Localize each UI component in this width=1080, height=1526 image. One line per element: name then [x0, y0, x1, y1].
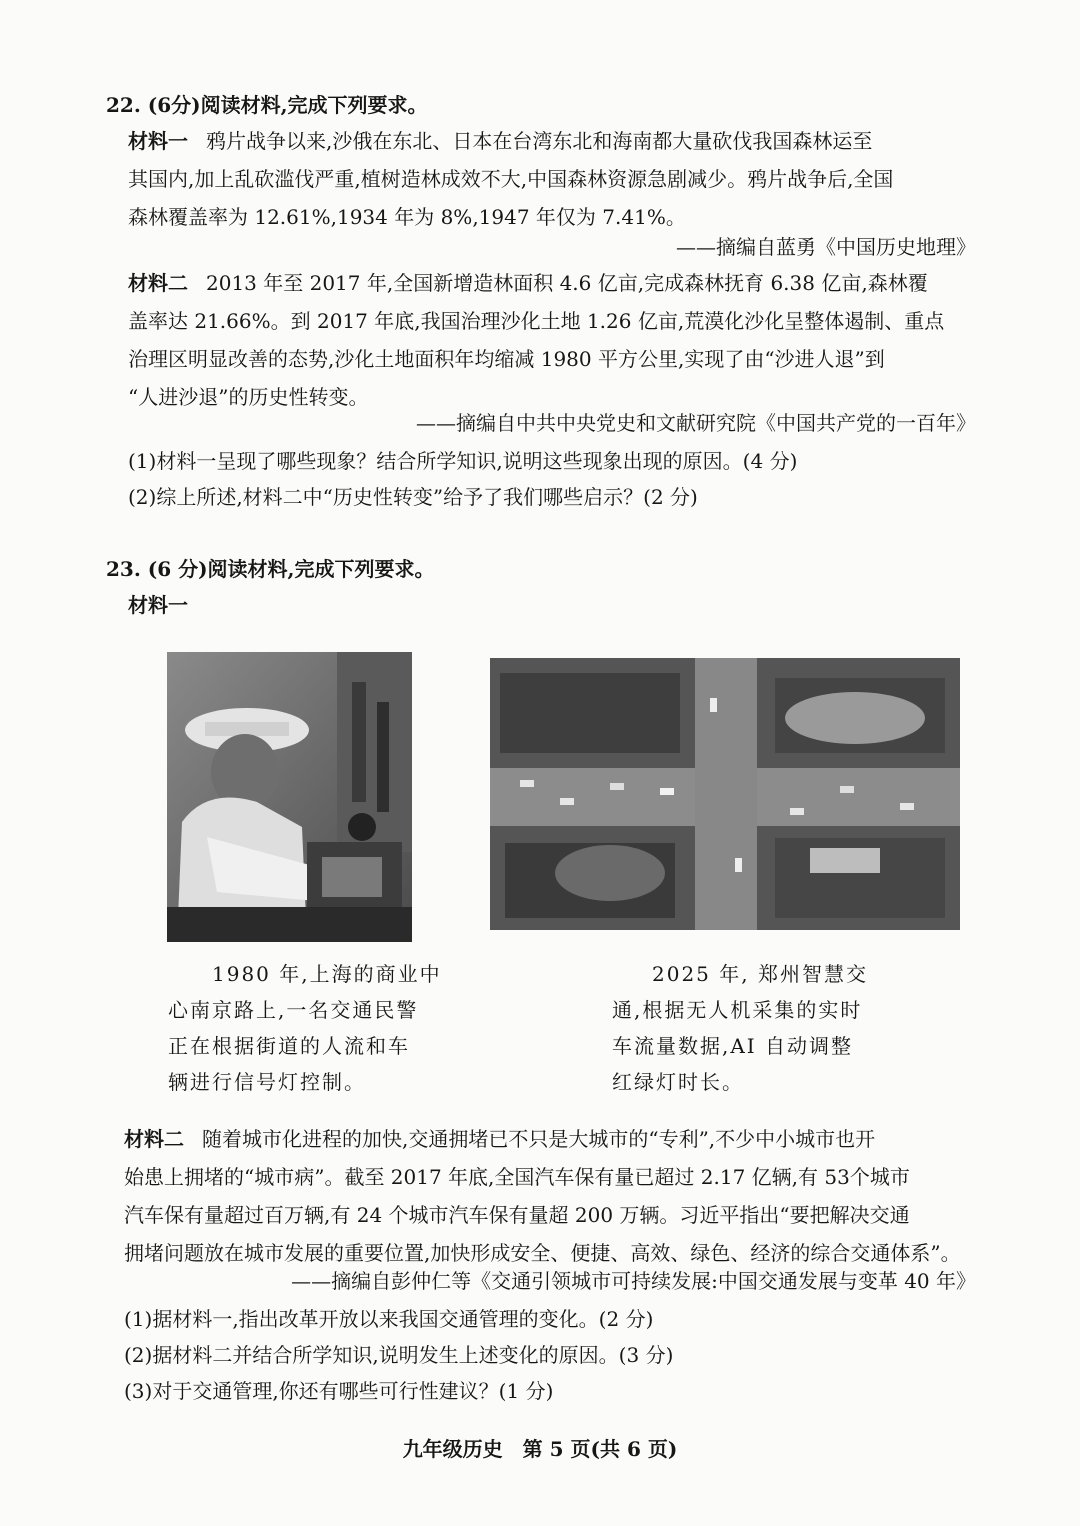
q22-m2-line: 2013 年至 2017 年,全国新增造林面积 4.6 亿亩,完成森林抚育 6.38 亿亩,森林覆 [206, 271, 928, 295]
q22-material-1 [128, 122, 980, 236]
q23-m2-line: 汽车保有量超过百万辆,有 24 个城市汽车保有量超 200 万辆。习近平指出“要把解决交通 [124, 1203, 910, 1227]
q22-m1-source: ——摘编自蓝勇《中国历史地理》 [676, 235, 976, 259]
q22-header: 22. (6分)阅读材料,完成下列要求。 [106, 93, 428, 117]
q23-m1-label: 材料一 [128, 593, 188, 617]
photo-2025-aerial-intersection [490, 658, 960, 930]
page-footer: 九年级历史 第 5 页(共 6 页) [402, 1437, 678, 1461]
q23-subquestion-1: (1)据材料一,指出改革开放以来我国交通管理的变化。(2 分) [124, 1307, 654, 1331]
q23-m2-line: 始患上拥堵的“城市病”。截至 2017 年底,全国汽车保有量已超过 2.17 亿辆,有 53个城市 [124, 1165, 910, 1189]
q22-m1-line: 森林覆盖率为 12.61%,1934 年为 8%,1947 年仅为 7.41%。 [128, 205, 686, 229]
caption-left-line: 心南京路上,一名交通民警 [168, 998, 419, 1022]
q23-m2-source: ——摘编自彭仲仁等《交通引领城市可持续发展:中国交通发展与变革 40 年》 [291, 1269, 976, 1293]
photo-1980-traffic-police [167, 652, 412, 942]
q22-subquestion-1: (1)材料一呈现了哪些现象？结合所学知识,说明这些现象出现的原因。(4 分) [128, 449, 798, 473]
q22-subquestion-2: (2)综上所述,材料二中“历史性转变”给予了我们哪些启示？(2 分) [128, 485, 698, 509]
q22-m2-line: 盖率达 21.66%。到 2017 年底,我国治理沙化土地 1.26 亿亩,荒漠化沙化呈整体遏制、重点 [128, 309, 945, 333]
q22-m1-line: 其国内,加上乱砍滥伐严重,植树造林成效不大,中国森林资源急剧减少。鸦片战争后,全国 [128, 167, 894, 191]
q23-m2-label: 材料二 [124, 1127, 184, 1151]
q23-m2-line: 随着城市化进程的加快,交通拥堵已不只是大城市的“专利”,不少中小城市也开 [202, 1127, 876, 1151]
caption-left-line: 正在根据街道的人流和车 [168, 1034, 410, 1058]
q23-header: 23. (6 分)阅读材料,完成下列要求。 [106, 557, 435, 581]
q22-m2-line: “人进沙退”的历史性转变。 [128, 385, 369, 409]
caption-left-line: 1980 年,上海的商业中 [212, 962, 442, 986]
caption-right-line: 车流量数据,AI 自动调整 [612, 1034, 854, 1058]
caption-left [168, 956, 442, 1100]
q22-material-2 [128, 264, 980, 416]
q23-subquestion-2: (2)据材料二并结合所学知识,说明发生上述变化的原因。(3 分) [124, 1343, 674, 1367]
caption-right-line: 2025 年, 郑州智慧交 [652, 962, 868, 986]
q23-m2-line: 拥堵问题放在城市发展的重要位置,加快形成安全、便捷、高效、绿色、经济的综合交通体系”。 [124, 1241, 961, 1265]
caption-right-line: 通,根据无人机采集的实时 [612, 998, 863, 1022]
q22-m1-line: 鸦片战争以来,沙俄在东北、日本在台湾东北和海南都大量砍伐我国森林运至 [206, 129, 873, 153]
q22-m2-line: 治理区明显改善的态势,沙化土地面积年均缩减 1980 平方公里,实现了由“沙进人退”到 [128, 347, 885, 371]
q22-m2-label: 材料二 [128, 271, 188, 295]
q23-material-2 [124, 1120, 980, 1272]
q22-m1-label: 材料一 [128, 129, 188, 153]
caption-left-line: 辆进行信号灯控制。 [168, 1070, 366, 1094]
q23-subquestion-3: (3)对于交通管理,你还有哪些可行性建议？(1 分) [124, 1379, 554, 1403]
caption-right-line: 红绿灯时长。 [612, 1070, 744, 1094]
q22-m2-source: ——摘编自中共中央党史和文献研究院《中国共产党的一百年》 [416, 411, 976, 435]
caption-right [612, 956, 874, 1100]
